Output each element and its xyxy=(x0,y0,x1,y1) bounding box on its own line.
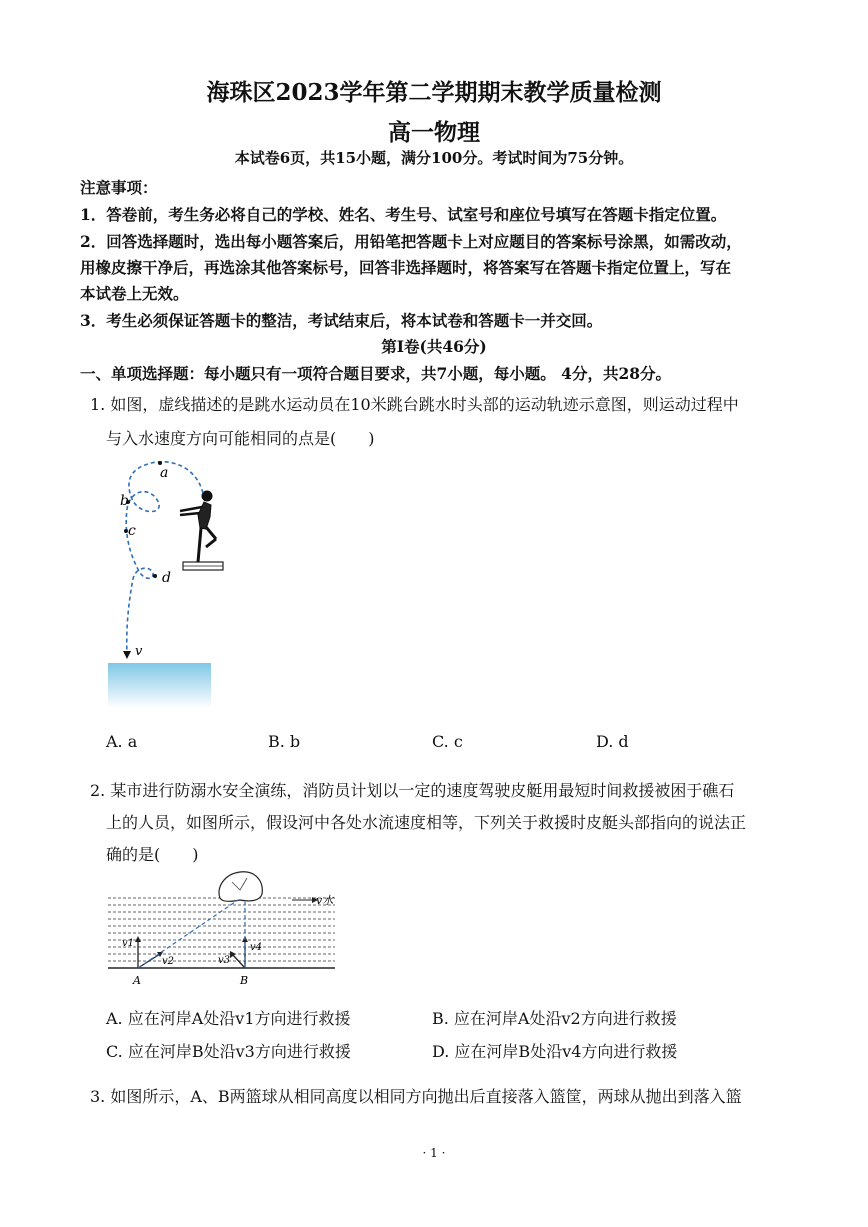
label-c: c xyxy=(128,523,136,539)
pool-water xyxy=(108,663,211,708)
label-B: B xyxy=(240,974,249,987)
label-b: b xyxy=(120,493,129,509)
q1-stem-line2: 与入水速度方向可能相同的点是( ) xyxy=(106,429,375,448)
q2-stem-line3: 确的是( ) xyxy=(106,845,199,864)
q1-option-d[interactable]: D. d xyxy=(596,732,629,751)
rock-icon xyxy=(219,872,262,902)
label-v4: v4 xyxy=(250,942,263,953)
label-v-water: v水 xyxy=(316,894,334,907)
label-d: d xyxy=(162,570,171,586)
q2-option-d[interactable]: D. 应在河岸B处沿v4方向进行救援 xyxy=(432,1042,678,1061)
velocity-arrow-icon xyxy=(123,651,131,659)
page-number: · 1 · xyxy=(422,1146,446,1160)
notice-item-2-cont: 用橡皮擦干净后，再选涂其他答案标号，回答非选择题时，将答案写在答题卡指定位置上，写在 xyxy=(80,258,732,277)
diving-trajectory-figure xyxy=(100,455,240,715)
exam-info: 本试卷6页，共15小题，满分100分。考试时间为75分钟。 xyxy=(234,149,634,167)
label-v3: v3 xyxy=(218,955,231,966)
label-v: v xyxy=(135,644,143,659)
q2-option-a[interactable]: A. 应在河岸A处沿v1方向进行救援 xyxy=(106,1009,351,1028)
label-A: A xyxy=(133,974,141,987)
q2-option-b[interactable]: B. 应在河岸A处沿v2方向进行救援 xyxy=(432,1009,677,1028)
q2-option-c[interactable]: C. 应在河岸B处沿v3方向进行救援 xyxy=(106,1042,351,1061)
q1-option-a[interactable]: A. a xyxy=(106,732,138,751)
diver-icon xyxy=(180,491,216,562)
notice-heading: 注意事项： xyxy=(80,178,158,197)
label-v1: v1 xyxy=(122,938,135,949)
water-lines xyxy=(108,898,335,961)
exam-subject: 高一物理 xyxy=(388,119,480,146)
section-heading: 一、单项选择题：每小题只有一项符合题目要求，共7小题，每小题。 4分，共28分。 xyxy=(80,364,672,383)
notice-item-2: 2．回答选择题时，选出每小题答案后，用铅笔把答题卡上对应题目的答案标号涂黑，如需改动， xyxy=(80,232,742,251)
volume-heading: 第I卷(共46分) xyxy=(381,337,487,356)
q2-stem-line2: 上的人员，如图所示，假设河中各处水流速度相等，下列关于救援时皮艇头部指向的说法正 xyxy=(106,813,747,832)
q1-stem-line1: 1. 如图，虚线描述的是跳水运动员在10米跳台跳水时头部的运动轨迹示意图，则运动过程中 xyxy=(90,395,739,414)
exam-title: 海珠区2023学年第二学期期末教学质量检测 xyxy=(206,79,662,106)
label-a: a xyxy=(160,465,169,481)
notice-item-3: 3．考生必须保证答题卡的整洁，考试结束后，将本试卷和答题卡一并交回。 xyxy=(80,311,603,330)
river-rescue-figure xyxy=(100,868,350,990)
point-d xyxy=(153,574,157,578)
q1-option-b[interactable]: B. b xyxy=(268,732,301,751)
notice-item-2-end: 本试卷上无效。 xyxy=(80,284,189,303)
q2-stem-line1: 2. 某市进行防溺水安全演练，消防员计划以一定的速度驾驶皮艇用最短时间救援被困于礁石 xyxy=(90,781,735,800)
label-v2: v2 xyxy=(162,956,175,967)
notice-item-1: 1．答卷前，考生务必将自己的学校、姓名、考生号、试室号和座位号填写在答题卡指定位置。 xyxy=(80,205,727,224)
q3-stem-line1: 3. 如图所示，A、B两篮球从相同高度以相同方向抛出后直接落入篮筐，两球从抛出到落入篮 xyxy=(90,1087,742,1106)
trajectory-path xyxy=(126,462,203,655)
q1-option-c[interactable]: C. c xyxy=(432,732,463,751)
